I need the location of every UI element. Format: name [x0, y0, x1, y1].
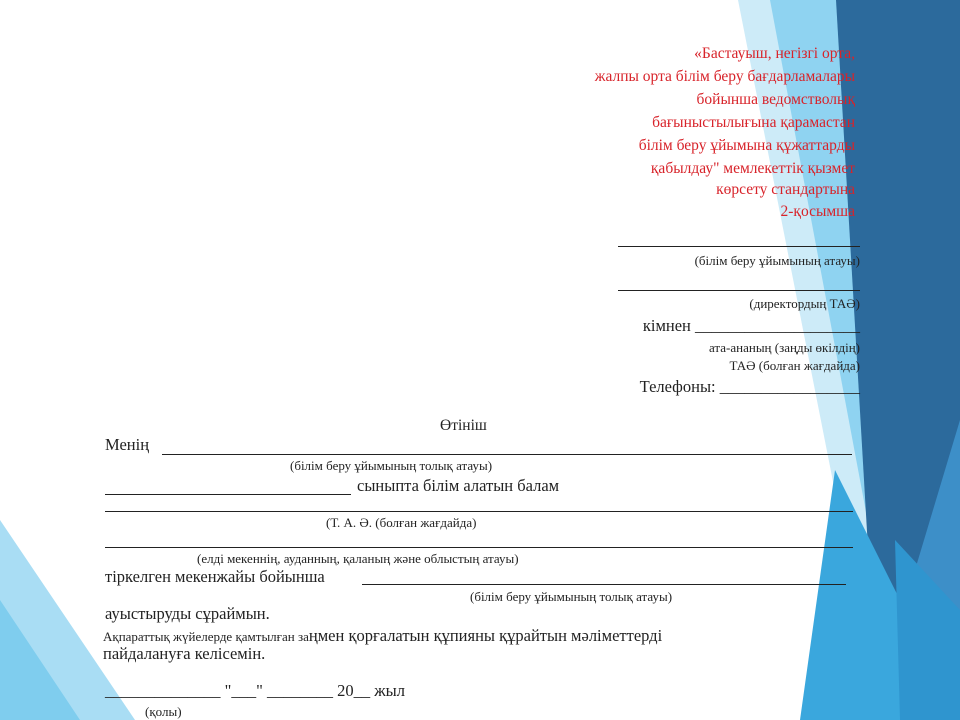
parent-caption: ата-ананың (заңды өкілдің) [709, 340, 860, 355]
header-line-5: білім беру ұйымына құжаттарды [638, 137, 855, 154]
from-field[interactable]: кімнен ____________________ [642, 316, 860, 335]
child-fio-caption: (Т. А. Ә. (болған жағдайда) [326, 515, 477, 530]
registered-address-text: тіркелген мекенжайы бойынша [105, 567, 325, 586]
class-text: сыныпта білім алатын балам [357, 476, 560, 495]
child-fio-line[interactable] [105, 511, 853, 512]
settlement-caption: (елді мекеннің, ауданның, қаланың және облыстың атауы) [197, 551, 519, 566]
phone-field[interactable]: Телефоны: _________________ [639, 377, 860, 396]
school-full-name-caption: (білім беру ұйымының толық атауы) [290, 458, 493, 473]
header-line-8: 2-қосымша [780, 203, 855, 220]
application-title: Өтініш [440, 417, 487, 434]
header-line-2: жалпы орта білім беру бағдарламалары [594, 68, 855, 85]
school-name-line[interactable] [162, 454, 852, 455]
my-label: Менің [105, 435, 150, 454]
transfer-request-text: ауыстыруды сұраймын. [105, 604, 270, 623]
header-line-7: көрсету стандартына [716, 181, 855, 198]
new-school-line[interactable] [362, 584, 846, 585]
consent-line-1-rest: ңмен қорғалатын құпияны құрайтын мәліметтерді [308, 626, 663, 645]
signature-caption: (қолы) [145, 704, 182, 719]
parent-fio-caption: ТАӘ (болған жағдайда) [729, 358, 860, 373]
header-line-4: бағыныстылығына қарамастан [652, 114, 855, 131]
consent-line-2: пайдалануға келісемін. [103, 644, 266, 663]
settlement-line[interactable] [105, 547, 853, 548]
director-caption: (директордың ТАӘ) [749, 296, 860, 311]
header-line-3: бойынша ведомстволық [696, 91, 855, 108]
org-name-caption: (білім беру ұйымының атауы) [694, 253, 860, 268]
director-name-line[interactable] [618, 290, 860, 291]
consent-line-1-start: Ақпараттық жүйелерде қамтылған за [103, 629, 309, 644]
header-line-6: қабылдау" мемлекеттік қызмет [650, 160, 855, 177]
org-name-line[interactable] [618, 246, 860, 247]
new-school-caption: (білім беру ұйымының толық атауы) [470, 589, 673, 604]
consent-line-1 [103, 628, 662, 645]
grade-line[interactable] [105, 494, 351, 495]
date-line[interactable]: ______________ "___" ________ 20__ жыл [105, 681, 405, 700]
header-line-1: «Бастауыш, негізгі орта, [694, 45, 855, 62]
